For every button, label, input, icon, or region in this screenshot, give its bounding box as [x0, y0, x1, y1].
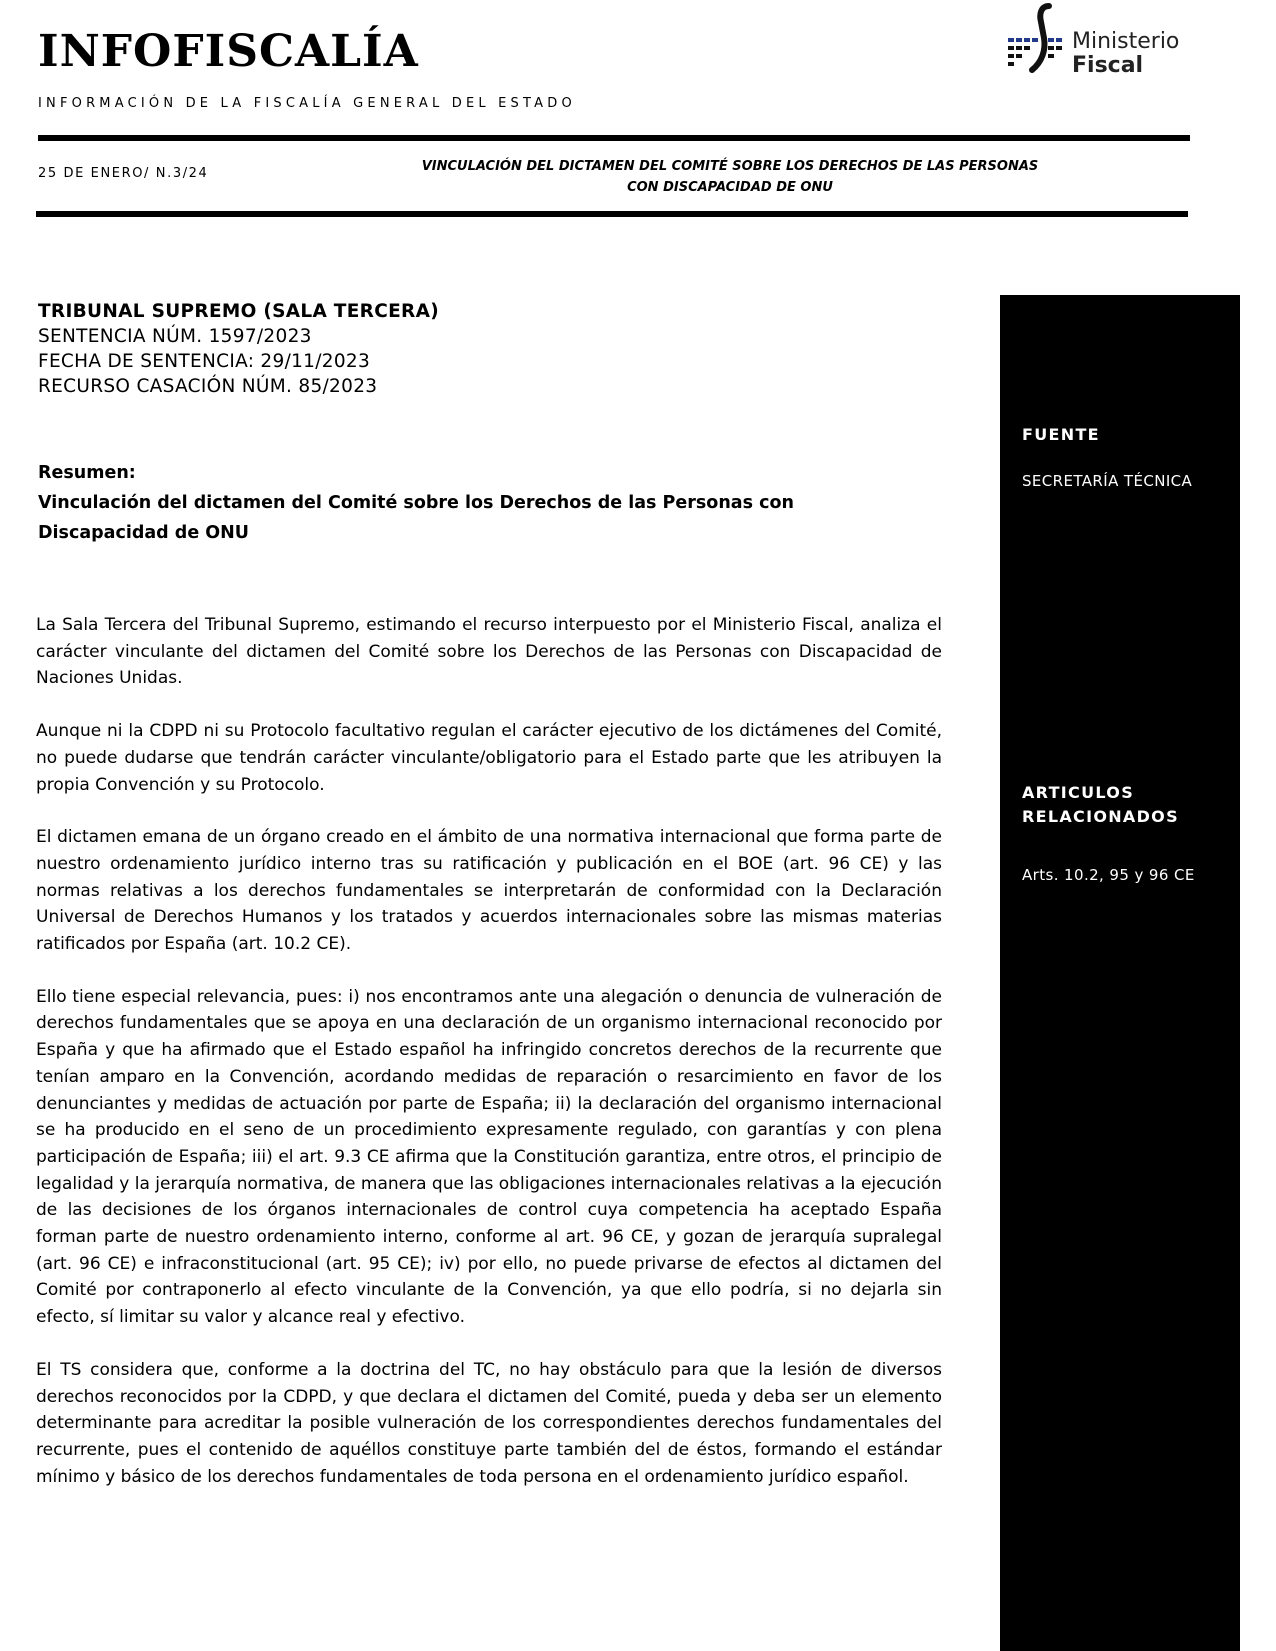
related-articles-value: Arts. 10.2, 95 y 96 CE	[1022, 866, 1195, 884]
ministerio-fiscal-logo	[1008, 0, 1208, 84]
sentence-date: FECHA DE SENTENCIA: 29/11/2023	[38, 351, 371, 372]
logo-line-1: Ministerio	[1072, 29, 1180, 54]
issue-date-number: 25 DE ENERO/ N.3/24	[38, 166, 209, 181]
header-rule-top	[38, 135, 1190, 141]
issue-title-line-2: CON DISCAPACIDAD DE ONU	[627, 180, 833, 195]
summary-label: Resumen:	[38, 463, 136, 483]
court-name: TRIBUNAL SUPREMO (SALA TERCERA)	[38, 301, 439, 322]
body-paragraph: El TS considera que, conforme a la doctrina del TC, no hay obstáculo para que la lesión de diversos derechos reconocidos por la CDPD, y que declara el dictamen del Comité, pueda y deba ser un elemento determinante para acreditar la posible vulneración de los correspondientes derechos fundamentales del recurrente, pues el contenido de aquéllos constituye parte también del de éstos, formando el estándar mínimo y básico de los derechos fundamentales de toda persona en el ordenamiento jurídico español.	[36, 1359, 942, 1487]
source-heading: FUENTE	[1022, 425, 1100, 444]
body-paragraph: Ello tiene especial relevancia, pues: i) nos encontramos ante una alegación o denuncia de vulneración de derechos fundamentales que se apoya en una declaración de un organismo internacional reconocido por España y que ha afirmado que el Estado español ha infringido concretos derechos de la recurrente que tenían amparo en la Convención, acordando medidas de reparación o resarcimiento en favor de los denunciantes y medidas de actuación por parte de España; ii) la declaración del organismo internacional se ha producido en el seno de un procedimiento expresamente regulado, con garantías y con plena participación de España; iii) el art. 9.3 CE afirma que la Constitución garantiza, entre otros, el principio de legalidad y la jerarquía normativa, de manera que las obligaciones internacionales relativas a la ejecución de las decisiones de los órganos internacionales de control cuya competencia ha aceptado España forman parte de nuestro ordenamiento interno, conforme al art. 96 CE, y gozan de jerarquía supralegal (art. 96 CE) e infraconstitucional (art. 95 CE); iv) por ello, no puede privarse de efectos al dictamen del Comité por contraponerlo al efecto vinculante de la Convención, ya que ello podría, si no dejarla sin efecto, sí limitar su valor y alcance real y efectivo.	[36, 986, 942, 1328]
summary-block	[38, 458, 918, 548]
body-text	[36, 612, 942, 1516]
appeal-number: RECURSO CASACIÓN NÚM. 85/2023	[38, 376, 378, 397]
source-value: SECRETARÍA TÉCNICA	[1022, 472, 1193, 490]
ministerio-fiscal-logo-icon	[1008, 0, 1072, 84]
summary-text: Vinculación del dictamen del Comité sobre los Derechos de las Personas con Discapacidad de ONU	[38, 493, 794, 543]
issue-title	[360, 156, 1100, 198]
body-paragraph: La Sala Tercera del Tribunal Supremo, estimando el recurso interpuesto por el Ministerio Fiscal, analiza el carácter vinculante del dictamen del Comité sobre los Derechos de las Personas con Discapacidad de Naciones Unidas.	[36, 615, 942, 689]
sentence-number: SENTENCIA NÚM. 1597/2023	[38, 326, 312, 347]
header-rule-bottom	[36, 211, 1188, 217]
body-paragraph: El dictamen emana de un órgano creado en el ámbito de una normativa internacional que forma parte de nuestro ordenamiento jurídico interno tras su ratificación y publicación en el BOE (art. 96 CE) y las normas relativas a los derechos fundamentales se interpretarán de conformidad con la Declaración Universal de Derechos Humanos y los tratados y acuerdos internacionales sobre las mismas materias ratificados por España (art. 10.2 CE).	[36, 827, 942, 955]
court-block	[38, 299, 439, 399]
sidebar-panel	[1000, 295, 1240, 1651]
issue-title-line-1: VINCULACIÓN DEL DICTAMEN DEL COMITÉ SOBRE LOS DERECHOS DE LAS PERSONAS	[421, 159, 1039, 174]
publication-title: INFOFISCALÍA	[38, 26, 419, 77]
related-articles-heading: ARTICULOS RELACIONADOS	[1022, 783, 1179, 826]
publication-subtitle: INFORMACIÓN DE LA FISCALÍA GENERAL DEL ESTADO	[38, 96, 576, 111]
logo-line-2: Fiscal	[1072, 53, 1144, 78]
logo-wordmark	[1072, 30, 1179, 78]
body-paragraph: Aunque ni la CDPD ni su Protocolo facultativo regulan el carácter ejecutivo de los dictámenes del Comité, no puede dudarse que tendrán carácter vinculante/obligatorio para el Estado parte que les atribuyen la propia Convención y su Protocolo.	[36, 721, 942, 795]
